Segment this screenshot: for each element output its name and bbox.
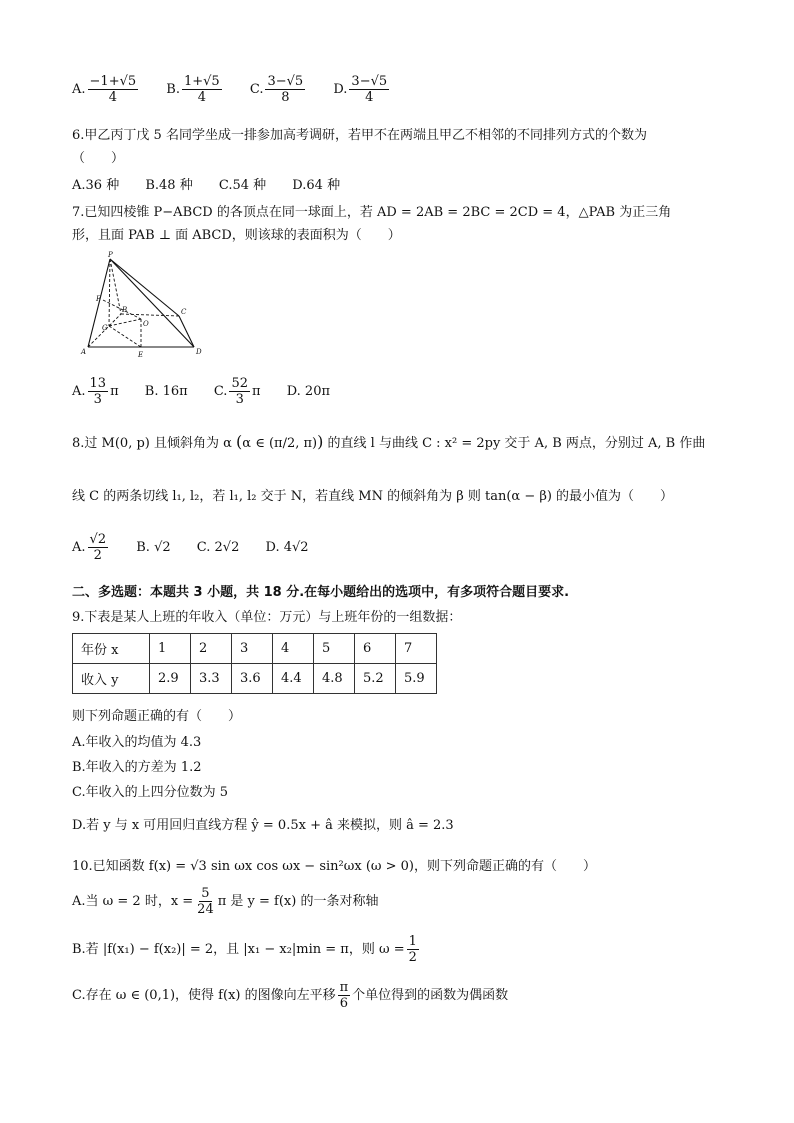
fraction: $\frac{\pi}{6}$ <box>339 980 349 1011</box>
q9-stem: 9.下表是某人上班的年收入（单位：万元）与上班年份的一组数据： <box>72 610 462 625</box>
q9-option-d[interactable]: D.若 y 与 x 可用回归直线方程 ŷ = 0.5x + â 来模拟，则 â = 2.3 <box>72 818 454 833</box>
label-p: P <box>108 251 113 259</box>
table-cell: 4.8 <box>314 664 355 694</box>
q9-option-c[interactable]: C.年收入的上四分位数为 5 <box>72 785 229 800</box>
q5-option-b[interactable]: B. $\frac{1+√5}{4}$ <box>166 74 220 105</box>
table-cell: 5 <box>314 634 355 664</box>
q5-options <box>72 74 413 105</box>
label-f: F <box>96 295 101 303</box>
fraction: $\frac{1}{2}$ <box>408 934 417 965</box>
q8-condition: ( <box>236 432 243 451</box>
q5-option-d[interactable]: D. $\frac{3-√5}{4}$ <box>333 74 388 105</box>
label-e: E <box>138 351 144 359</box>
label-d: D <box>196 348 202 356</box>
line-go <box>109 319 141 326</box>
label-a: A <box>81 348 87 356</box>
table-header-cell: 年份 x <box>73 634 150 664</box>
edge-bc <box>121 314 179 316</box>
label-b: B <box>122 306 128 314</box>
q9-option-a[interactable]: A.年收入的均值为 4.3 <box>72 735 202 750</box>
q5-option-a[interactable]: A. $\frac{-1+√5}{4}$ <box>72 74 137 105</box>
fraction: $\frac{1+√5}{4}$ <box>183 74 220 105</box>
q6-option-d[interactable]: D.64 种 <box>292 178 341 193</box>
table-cell: 4.4 <box>273 664 314 694</box>
fraction: $\frac{√2}{2}$ <box>89 532 107 563</box>
q8-line1: 8.过 M(0, p) 且倾斜角为 α (α ∈ (π/2, π)) 的直线 l 与曲线 C : x² = 2py 交于 A, B 两点，分别过 A, B 作曲 <box>72 432 706 451</box>
table-header-cell: 收入 y <box>73 664 150 694</box>
table-cell: 7 <box>396 634 437 664</box>
q6-paren: （ ） <box>72 151 125 166</box>
q6-options <box>72 177 362 195</box>
q10-option-c[interactable]: C.存在 ω ∈ (0,1)，使得 f(x) 的图像向左平移 $\frac{\pi}{6}$ 个单位得到的函数为偶函数 <box>72 980 509 1011</box>
q8-option-d[interactable]: D. 4√2 <box>265 539 309 555</box>
q7-line1: 7.已知四棱锥 P−ABCD 的各顶点在同一球面上，若 AD = 2AB = 2BC = 2CD = 4，△PAB 为正三角 <box>72 205 672 220</box>
q6-stem: 6.甲乙丙丁戊 5 名同学坐成一排参加高考调研，若甲不在两端且甲乙不相邻的不同排列方式的个数为 <box>72 128 647 143</box>
table-cell: 4 <box>273 634 314 664</box>
table-cell: 3 <box>232 634 273 664</box>
table-row <box>73 664 437 694</box>
fraction: $\frac{13}{3}$ <box>89 376 107 407</box>
table-cell: 3.6 <box>232 664 273 694</box>
q8-option-a[interactable]: A. $\frac{√2}{2}$ <box>72 532 107 563</box>
label-o: O <box>143 320 149 328</box>
q7-option-a[interactable]: A. $\frac{13}{3}$ π <box>72 376 119 407</box>
q10-option-b[interactable]: B.若 |f(x₁) − f(x₂)| = 2，且 |x₁ − x₂|min = π，则 ω = $\frac{1}{2}$ <box>72 934 417 965</box>
table-cell: 5.9 <box>396 664 437 694</box>
line-pg <box>109 259 110 326</box>
q9-option-b[interactable]: B.年收入的方差为 1.2 <box>72 760 202 775</box>
table-cell: 2.9 <box>150 664 191 694</box>
table-cell: 1 <box>150 634 191 664</box>
section-title: 二、多选题：本题共 3 小题，共 18 分.在每小题给出的选项中，有多项符合题目要求. <box>72 585 570 600</box>
q8-line2: 线 C 的两条切线 l₁, l₂，若 l₁, l₂ 交于 N，若直线 MN 的倾斜角为 β 则 tan(α − β) 的最小值为（ ） <box>72 489 674 504</box>
fraction: $\frac{3-√5}{4}$ <box>351 74 388 105</box>
line-ge <box>109 326 141 347</box>
edge-pc <box>110 259 179 316</box>
fraction: $\frac{5}{24}$ <box>197 886 214 917</box>
label-g: G <box>102 324 108 332</box>
q10-stem: 10.已知函数 f(x) = √3 sin ωx cos ωx − sin²ωx (ω > 0)，则下列命题正确的有（ ） <box>72 859 596 874</box>
q8-option-b[interactable]: B. √2 <box>136 539 171 555</box>
table-cell: 2 <box>191 634 232 664</box>
fraction: $\frac{-1+√5}{4}$ <box>89 74 137 105</box>
q6-option-b[interactable]: B.48 种 <box>145 178 193 193</box>
q7-option-c[interactable]: C. $\frac{52}{3}$ π <box>213 376 261 407</box>
q8-options <box>72 532 331 563</box>
fraction: $\frac{3-√5}{8}$ <box>267 74 304 105</box>
edge-pa <box>88 259 110 347</box>
data-table <box>72 633 437 694</box>
q10-option-a[interactable]: A.当 ω = 2 时，x = $\frac{5}{24}$ π 是 y = f(x) 的一条对称轴 <box>72 886 379 917</box>
q8-option-c[interactable]: C. 2√2 <box>196 539 240 555</box>
edge-pd <box>110 259 194 347</box>
table-row <box>73 634 437 664</box>
pyramid-figure <box>76 250 216 360</box>
q6-option-a[interactable]: A.36 种 <box>72 178 120 193</box>
q7-option-d[interactable]: D. 20π <box>286 383 331 399</box>
q9-ask: 则下列命题正确的有（ ） <box>72 709 242 724</box>
label-c: C <box>181 308 187 316</box>
q7-line2: 形，且面 PAB ⊥ 面 ABCD，则该球的表面积为（ ） <box>72 228 401 243</box>
q7-option-b[interactable]: B. 16π <box>144 383 188 399</box>
fraction: $\frac{52}{3}$ <box>231 376 248 407</box>
q6-option-c[interactable]: C.54 种 <box>218 178 267 193</box>
q5-option-c[interactable]: C. $\frac{3-√5}{8}$ <box>249 74 304 105</box>
table-cell: 5.2 <box>355 664 396 694</box>
edge-cd <box>179 316 194 347</box>
table-cell: 3.3 <box>191 664 232 694</box>
table-cell: 6 <box>355 634 396 664</box>
q7-options <box>72 376 352 407</box>
